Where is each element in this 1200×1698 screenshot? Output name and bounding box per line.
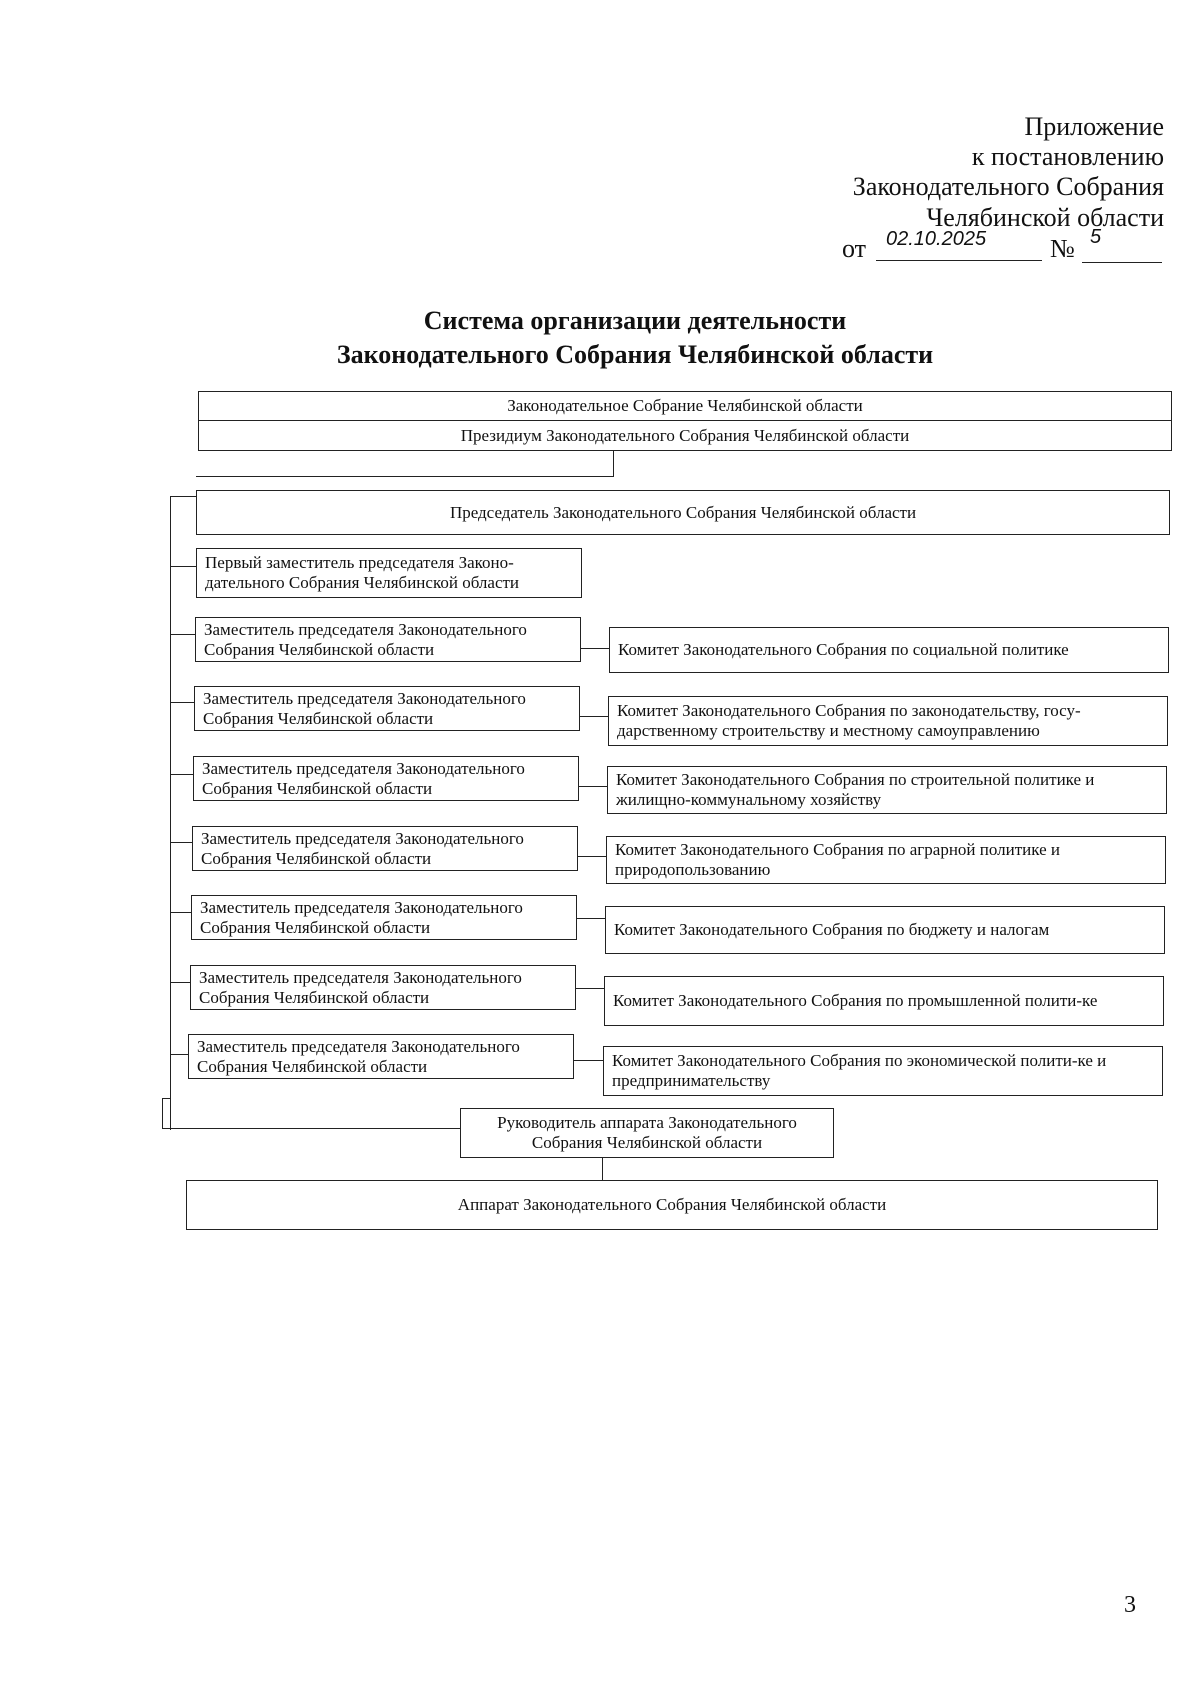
connector-bus-bottom: [162, 1098, 163, 1129]
box-committee-5: [605, 906, 1165, 954]
box-head-of-staff-label: Руководитель аппарата Законодательного Собрания Челябинской области: [497, 1113, 797, 1152]
date-underline: [876, 260, 1042, 261]
header-line-1: Приложение: [1024, 112, 1164, 141]
box-committee-3: [607, 766, 1167, 814]
diagram-title-line-1: Система организации деятельности: [423, 306, 847, 335]
box-committee-2: [608, 696, 1168, 746]
box-committee-4: [606, 836, 1166, 884]
box-deputy-3-label: Заместитель председателя Законодательного Собрания Челябинской области: [202, 758, 525, 798]
box-first-deputy-label: Первый заместитель председателя Законо-дательного Собрания Челябинской области: [205, 553, 520, 592]
box-presidium-label: Президиум Законодательного Собрания Челябинской области: [460, 425, 910, 445]
box-deputy-6: [190, 965, 576, 1010]
box-chairman: [196, 490, 1170, 535]
connector-presidium-chairman: [613, 451, 614, 477]
header-line-2: к постановлению: [971, 142, 1164, 171]
connector-head-staff: [602, 1158, 603, 1180]
box-committee-7-label: Комитет Законодательного Собрания по экономической полити-ке и предпринимательству: [612, 1051, 1107, 1090]
connector-deputy-4-committee-4: [578, 856, 606, 857]
connector-deputy-2-committee-2: [580, 716, 608, 717]
box-staff-label: Аппарат Законодательного Собрания Челябинской области: [457, 1195, 887, 1214]
connector-bus-first-deputy: [170, 566, 196, 567]
box-deputy-7: [188, 1034, 574, 1079]
header-line-4: Челябинской области: [926, 203, 1164, 232]
box-deputy-4-label: Заместитель председателя Законодательного Собрания Челябинской области: [201, 828, 524, 868]
box-deputy-3: [193, 756, 579, 801]
box-assembly: [198, 391, 1172, 421]
connector-deputy-3-committee-3: [579, 786, 607, 787]
connector-chairman-top: [196, 476, 614, 477]
box-first-deputy: [196, 548, 582, 598]
number-value: 5: [1090, 226, 1102, 248]
connector-bus-head-of-staff: [162, 1128, 460, 1129]
box-deputy-6-label: Заместитель председателя Законодательного Собрания Челябинской области: [199, 967, 522, 1007]
connector-bus-deputy-2: [170, 702, 194, 703]
box-committee-6-label: Комитет Законодательного Собрания по промышленной полити-ке: [613, 991, 1098, 1010]
connector-bus-deputy-7: [170, 1054, 188, 1055]
connector-bus-deputy-6: [170, 982, 190, 983]
box-committee-7: [603, 1046, 1163, 1096]
box-committee-5-label: Комитет Законодательного Собрания по бюджету и налогам: [614, 920, 1050, 939]
page-number: 3: [1124, 1592, 1136, 1618]
box-deputy-1: [195, 617, 581, 662]
box-presidium: [198, 420, 1172, 451]
connector-left-bus: [170, 496, 171, 1130]
box-staff: [186, 1180, 1158, 1230]
connector-deputy-1-committee-1: [581, 648, 609, 649]
connector-deputy-6-committee-6: [576, 988, 604, 989]
box-head-of-staff: [460, 1108, 834, 1158]
box-deputy-1-label: Заместитель председателя Законодательного Собрания Челябинской области: [204, 619, 527, 659]
connector-bus-deputy-4: [170, 842, 192, 843]
box-chairman-label: Председатель Законодательного Собрания Челябинской области: [449, 502, 917, 522]
box-committee-3-label: Комитет Законодательного Собрания по строительной политике и жилищно-коммунальному хозяйству: [616, 770, 1095, 809]
box-committee-4-label: Комитет Законодательного Собрания по аграрной политике и природопользованию: [615, 840, 1060, 879]
date-value: 02.10.2025: [886, 228, 987, 250]
connector-bus-deputy-5: [170, 912, 191, 913]
box-assembly-label: Законодательное Собрание Челябинской области: [507, 396, 863, 415]
connector-deputy-7-committee-7: [574, 1060, 603, 1061]
box-committee-1: [609, 627, 1169, 673]
box-deputy-4: [192, 826, 578, 871]
box-deputy-5: [191, 895, 577, 940]
box-deputy-2: [194, 686, 580, 731]
header-line-3: Законодательного Собрания: [852, 172, 1164, 201]
date-prefix: от: [842, 234, 867, 263]
box-deputy-5-label: Заместитель председателя Законодательного Собрания Челябинской области: [200, 897, 523, 937]
connector-deputy-5-committee-5: [577, 918, 605, 919]
connector-bus-deputy-1: [170, 634, 195, 635]
box-committee-1-label: Комитет Законодательного Собрания по социальной политике: [618, 640, 1069, 659]
box-committee-6: [604, 976, 1164, 1026]
number-prefix: №: [1050, 234, 1075, 263]
box-deputy-2-label: Заместитель председателя Законодательного Собрания Челябинской области: [203, 688, 526, 728]
number-underline: [1082, 262, 1162, 263]
connector-bus-chairman: [170, 496, 196, 497]
diagram-title-line-2: Законодательного Собрания Челябинской области: [336, 340, 934, 369]
connector-bus-deputy-3: [170, 774, 193, 775]
connector-bus-bottom-join: [162, 1098, 171, 1099]
box-deputy-7-label: Заместитель председателя Законодательного Собрания Челябинской области: [197, 1036, 520, 1076]
box-committee-2-label: Комитет Законодательного Собрания по законодательству, госу-дарственному строительству и местному самоуправлению: [617, 701, 1081, 740]
